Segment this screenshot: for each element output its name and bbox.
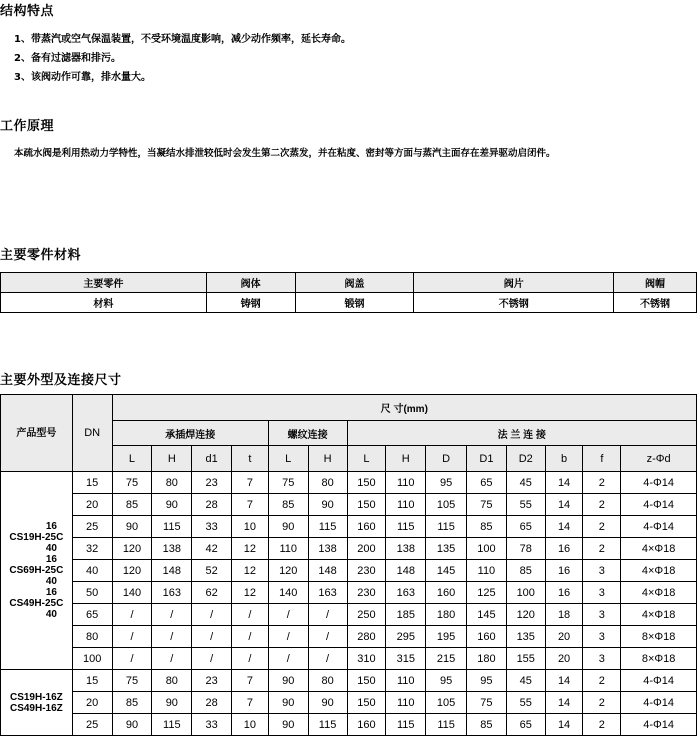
table-cell: 148 bbox=[308, 560, 347, 582]
table-cell: 148 bbox=[152, 560, 192, 582]
table-cell: 2 bbox=[583, 472, 621, 494]
table-cell: 20 bbox=[545, 648, 583, 670]
table-cell: 4-Φ14 bbox=[621, 670, 697, 692]
table-cell: 140 bbox=[268, 582, 308, 604]
model-label: CS69H-25C bbox=[9, 565, 64, 576]
table-cell: 138 bbox=[152, 538, 192, 560]
table-cell: 110 bbox=[467, 560, 507, 582]
table-cell: / bbox=[152, 626, 192, 648]
table-cell: / bbox=[308, 626, 347, 648]
table-cell: 62 bbox=[192, 582, 232, 604]
table-cell: 90 bbox=[112, 516, 152, 538]
table-cell: 65 bbox=[506, 516, 545, 538]
table-cell: 120 bbox=[112, 538, 152, 560]
table-cell: 16 bbox=[545, 582, 583, 604]
table-cell: 160 bbox=[467, 626, 507, 648]
table-cell: 140 bbox=[112, 582, 152, 604]
table-cell: 90 bbox=[268, 516, 308, 538]
table-cell: 115 bbox=[426, 516, 467, 538]
dn-cell: 20 bbox=[72, 494, 112, 516]
table-row bbox=[1, 582, 697, 604]
table-cell: 75 bbox=[467, 692, 507, 714]
socket-weld-header: 承插焊连接 bbox=[112, 421, 268, 446]
dn-cell: 40 bbox=[72, 560, 112, 582]
table-cell: 110 bbox=[386, 692, 426, 714]
table-row bbox=[1, 494, 697, 516]
table-cell: 3 bbox=[583, 626, 621, 648]
materials-header-bonnet: 阀盖 bbox=[295, 273, 414, 293]
feature-line-1: 1、带蒸汽或空气保温装置，不受环境温度影响，减少动作频率，延长寿命。 bbox=[14, 34, 351, 45]
materials-disc-value: 不锈钢 bbox=[414, 293, 614, 313]
table-cell: 163 bbox=[386, 582, 426, 604]
table-row bbox=[1, 538, 697, 560]
table-cell: / bbox=[192, 648, 232, 670]
table-cell: / bbox=[268, 648, 308, 670]
table-cell: 3 bbox=[583, 582, 621, 604]
dimensions-table bbox=[0, 394, 697, 736]
table-cell: / bbox=[232, 626, 269, 648]
table-cell: 180 bbox=[426, 604, 467, 626]
table-cell: 12 bbox=[232, 582, 269, 604]
table-cell: / bbox=[308, 648, 347, 670]
table-cell: 310 bbox=[347, 648, 386, 670]
table-cell: 7 bbox=[232, 670, 269, 692]
dn-cell: 25 bbox=[72, 516, 112, 538]
table-cell: 150 bbox=[347, 692, 386, 714]
table-cell: 2 bbox=[583, 714, 621, 736]
table-cell: 4-Φ14 bbox=[621, 472, 697, 494]
dn-cell: 15 bbox=[72, 670, 112, 692]
table-cell: / bbox=[152, 604, 192, 626]
materials-header-disc: 阀片 bbox=[414, 273, 614, 293]
dn-cell: 25 bbox=[72, 714, 112, 736]
model-label: 40 bbox=[45, 576, 57, 587]
table-cell: 110 bbox=[268, 538, 308, 560]
materials-header-cap: 阀帽 bbox=[614, 273, 697, 293]
table-cell: / bbox=[112, 626, 152, 648]
table-cell: 14 bbox=[545, 494, 583, 516]
table-row bbox=[1, 560, 697, 582]
table-cell: 163 bbox=[308, 582, 347, 604]
column-header: H bbox=[152, 446, 192, 472]
table-cell: 45 bbox=[506, 670, 545, 692]
table-cell: 45 bbox=[506, 472, 545, 494]
table-cell: 150 bbox=[347, 472, 386, 494]
model-label: CS49H-16Z bbox=[9, 702, 63, 714]
table-cell: 14 bbox=[545, 714, 583, 736]
column-header: D bbox=[426, 446, 467, 472]
table-cell: 7 bbox=[232, 472, 269, 494]
column-header: H bbox=[308, 446, 347, 472]
table-cell: 90 bbox=[308, 494, 347, 516]
table-row bbox=[1, 692, 697, 714]
table-cell: 18 bbox=[545, 604, 583, 626]
table-row bbox=[1, 714, 697, 736]
table-cell: 195 bbox=[426, 626, 467, 648]
model-cell bbox=[1, 472, 73, 670]
table-cell: 80 bbox=[152, 472, 192, 494]
table-cell: 160 bbox=[347, 714, 386, 736]
model-label: 40 bbox=[45, 609, 57, 620]
table-cell: 115 bbox=[152, 516, 192, 538]
dn-cell: 65 bbox=[72, 604, 112, 626]
table-cell: 90 bbox=[268, 714, 308, 736]
table-cell: 14 bbox=[545, 472, 583, 494]
table-cell: 75 bbox=[268, 472, 308, 494]
table-cell: 4-Φ14 bbox=[621, 692, 697, 714]
table-cell: 7 bbox=[232, 692, 269, 714]
table-cell: / bbox=[232, 604, 269, 626]
table-cell: 95 bbox=[426, 670, 467, 692]
table-cell: 2 bbox=[583, 538, 621, 560]
table-cell: 12 bbox=[232, 538, 269, 560]
materials-header-body: 阀体 bbox=[206, 273, 295, 293]
column-header: D1 bbox=[467, 446, 507, 472]
table-cell: 110 bbox=[386, 472, 426, 494]
table-cell: / bbox=[268, 626, 308, 648]
table-cell: 65 bbox=[506, 714, 545, 736]
table-cell: 14 bbox=[545, 670, 583, 692]
table-cell: 16 bbox=[545, 560, 583, 582]
table-row bbox=[1, 472, 697, 494]
dn-cell: 100 bbox=[72, 648, 112, 670]
table-cell: 20 bbox=[545, 626, 583, 648]
table-cell: 2 bbox=[583, 670, 621, 692]
table-cell: 230 bbox=[347, 560, 386, 582]
table-cell: / bbox=[192, 604, 232, 626]
table-cell: 215 bbox=[426, 648, 467, 670]
table-cell: 23 bbox=[192, 670, 232, 692]
table-cell: 160 bbox=[426, 582, 467, 604]
table-cell: / bbox=[268, 604, 308, 626]
dn-cell: 15 bbox=[72, 472, 112, 494]
table-cell: 150 bbox=[347, 670, 386, 692]
table-cell: 120 bbox=[268, 560, 308, 582]
table-cell: 14 bbox=[545, 516, 583, 538]
dn-cell: 80 bbox=[72, 626, 112, 648]
table-cell: / bbox=[152, 648, 192, 670]
table-cell: 16 bbox=[545, 538, 583, 560]
table-cell: 4×Φ18 bbox=[621, 538, 697, 560]
table-cell: 2 bbox=[583, 692, 621, 714]
table-cell: 3 bbox=[583, 560, 621, 582]
table-cell: / bbox=[308, 604, 347, 626]
table-cell: 185 bbox=[386, 604, 426, 626]
feature-line-3: 3、该阀动作可靠，排水量大。 bbox=[14, 72, 151, 83]
table-cell: 90 bbox=[152, 692, 192, 714]
table-cell: 75 bbox=[112, 670, 152, 692]
dn-header: DN bbox=[72, 395, 112, 472]
model-header: 产品型号 bbox=[1, 395, 73, 472]
table-cell: 138 bbox=[308, 538, 347, 560]
features-title: 结构特点 bbox=[0, 4, 55, 19]
materials-title: 主要零件材料 bbox=[0, 248, 82, 263]
table-cell: 90 bbox=[308, 692, 347, 714]
table-cell: 145 bbox=[467, 604, 507, 626]
model-label: 16 bbox=[45, 587, 57, 598]
table-cell: 8×Φ18 bbox=[621, 648, 697, 670]
materials-body-value: 铸钢 bbox=[206, 293, 295, 313]
table-cell: 125 bbox=[467, 582, 507, 604]
materials-table bbox=[0, 272, 697, 313]
table-cell: 55 bbox=[506, 692, 545, 714]
column-header: d1 bbox=[192, 446, 232, 472]
table-cell: 90 bbox=[112, 714, 152, 736]
table-cell: 75 bbox=[467, 494, 507, 516]
column-header: L bbox=[268, 446, 308, 472]
table-cell: 52 bbox=[192, 560, 232, 582]
table-cell: 110 bbox=[386, 670, 426, 692]
table-cell: 115 bbox=[426, 714, 467, 736]
table-cell: 14 bbox=[545, 692, 583, 714]
table-cell: 148 bbox=[386, 560, 426, 582]
table-cell: 80 bbox=[308, 472, 347, 494]
table-cell: 10 bbox=[232, 516, 269, 538]
table-cell: 163 bbox=[152, 582, 192, 604]
table-cell: 85 bbox=[467, 714, 507, 736]
table-cell: 55 bbox=[506, 494, 545, 516]
table-cell: 135 bbox=[426, 538, 467, 560]
table-cell: / bbox=[112, 604, 152, 626]
model-label: 16 bbox=[45, 554, 57, 565]
table-cell: 115 bbox=[386, 714, 426, 736]
table-cell: 28 bbox=[192, 494, 232, 516]
table-cell: 75 bbox=[112, 472, 152, 494]
table-cell: 4-Φ14 bbox=[621, 516, 697, 538]
table-cell: 23 bbox=[192, 472, 232, 494]
table-cell: 200 bbox=[347, 538, 386, 560]
materials-row bbox=[1, 293, 697, 313]
table-cell: 120 bbox=[506, 604, 545, 626]
table-cell: / bbox=[192, 626, 232, 648]
table-cell: 105 bbox=[426, 692, 467, 714]
table-cell: 4×Φ18 bbox=[621, 582, 697, 604]
model-label: CS49H-25C bbox=[9, 598, 64, 609]
feature-line-2: 2、备有过滤器和排污。 bbox=[14, 53, 121, 64]
table-cell: 138 bbox=[386, 538, 426, 560]
table-cell: 3 bbox=[583, 604, 621, 626]
table-cell: 150 bbox=[347, 494, 386, 516]
table-cell: 100 bbox=[467, 538, 507, 560]
size-header: 尺 寸(mm) bbox=[112, 395, 696, 421]
table-cell: 90 bbox=[152, 494, 192, 516]
table-cell: 135 bbox=[506, 626, 545, 648]
table-cell: 145 bbox=[426, 560, 467, 582]
table-cell: 3 bbox=[583, 648, 621, 670]
table-cell: 4×Φ18 bbox=[621, 604, 697, 626]
table-cell: 85 bbox=[506, 560, 545, 582]
table-cell: 120 bbox=[112, 560, 152, 582]
table-cell: 160 bbox=[347, 516, 386, 538]
table-cell: 110 bbox=[386, 494, 426, 516]
table-row bbox=[1, 648, 697, 670]
materials-header-part: 主要零件 bbox=[1, 273, 207, 293]
column-header: L bbox=[112, 446, 152, 472]
column-header: D2 bbox=[506, 446, 545, 472]
materials-header-row bbox=[1, 273, 697, 293]
materials-cap-value: 不锈钢 bbox=[614, 293, 697, 313]
column-header: L bbox=[347, 446, 386, 472]
table-row bbox=[1, 626, 697, 648]
table-cell: 85 bbox=[268, 494, 308, 516]
dimensions-title: 主要外型及连接尺寸 bbox=[0, 373, 122, 388]
table-cell: 4-Φ14 bbox=[621, 714, 697, 736]
model-label: CS19H-25C bbox=[9, 532, 64, 543]
table-cell: 155 bbox=[506, 648, 545, 670]
table-cell: / bbox=[232, 648, 269, 670]
table-cell: 115 bbox=[308, 516, 347, 538]
table-cell: 230 bbox=[347, 582, 386, 604]
table-cell: 105 bbox=[426, 494, 467, 516]
table-cell: 78 bbox=[506, 538, 545, 560]
table-cell: 85 bbox=[112, 494, 152, 516]
table-cell: 8×Φ18 bbox=[621, 626, 697, 648]
table-cell: 65 bbox=[467, 472, 507, 494]
table-cell: 85 bbox=[112, 692, 152, 714]
principle-text: 本疏水阀是利用热动力学特性，当凝结水排泄较低时会发生第二次蒸发，并在粘度、密封等方面与蒸汽主面存在差异驱动启闭件。 bbox=[14, 148, 556, 159]
table-cell: 12 bbox=[232, 560, 269, 582]
table-cell: 100 bbox=[506, 582, 545, 604]
table-cell: 180 bbox=[467, 648, 507, 670]
table-cell: 250 bbox=[347, 604, 386, 626]
table-cell: 7 bbox=[232, 494, 269, 516]
table-cell: 33 bbox=[192, 516, 232, 538]
table-cell: 295 bbox=[386, 626, 426, 648]
column-header: z-Φd bbox=[621, 446, 697, 472]
table-cell: 115 bbox=[386, 516, 426, 538]
table-cell: 90 bbox=[268, 692, 308, 714]
model-label: 16 bbox=[45, 521, 57, 532]
table-cell: 280 bbox=[347, 626, 386, 648]
table-cell: 4-Φ14 bbox=[621, 494, 697, 516]
table-cell: 95 bbox=[426, 472, 467, 494]
table-cell: / bbox=[112, 648, 152, 670]
table-row bbox=[1, 604, 697, 626]
table-cell: 85 bbox=[467, 516, 507, 538]
table-cell: 4×Φ18 bbox=[621, 560, 697, 582]
column-header: t bbox=[232, 446, 269, 472]
materials-bonnet-value: 锻钢 bbox=[295, 293, 414, 313]
column-header: H bbox=[386, 446, 426, 472]
dn-cell: 50 bbox=[72, 582, 112, 604]
table-cell: 95 bbox=[467, 670, 507, 692]
model-cell bbox=[1, 670, 73, 736]
dn-cell: 32 bbox=[72, 538, 112, 560]
column-header: b bbox=[545, 446, 583, 472]
table-cell: 2 bbox=[583, 494, 621, 516]
table-cell: 90 bbox=[268, 670, 308, 692]
table-row bbox=[1, 516, 697, 538]
model-label: CS19H-16Z bbox=[9, 691, 63, 703]
table-cell: 33 bbox=[192, 714, 232, 736]
table-cell: 115 bbox=[152, 714, 192, 736]
table-cell: 2 bbox=[583, 516, 621, 538]
table-cell: 80 bbox=[308, 670, 347, 692]
column-header: f bbox=[583, 446, 621, 472]
materials-label: 材料 bbox=[1, 293, 207, 313]
dn-cell: 20 bbox=[72, 692, 112, 714]
table-row bbox=[1, 670, 697, 692]
model-label: 40 bbox=[45, 543, 57, 554]
table-cell: 115 bbox=[308, 714, 347, 736]
table-cell: 80 bbox=[152, 670, 192, 692]
table-cell: 10 bbox=[232, 714, 269, 736]
table-cell: 28 bbox=[192, 692, 232, 714]
table-cell: 315 bbox=[386, 648, 426, 670]
threaded-header: 螺纹连接 bbox=[268, 421, 347, 446]
flanged-header: 法 兰 连 接 bbox=[347, 421, 697, 446]
table-cell: 42 bbox=[192, 538, 232, 560]
principle-title: 工作原理 bbox=[0, 119, 55, 134]
